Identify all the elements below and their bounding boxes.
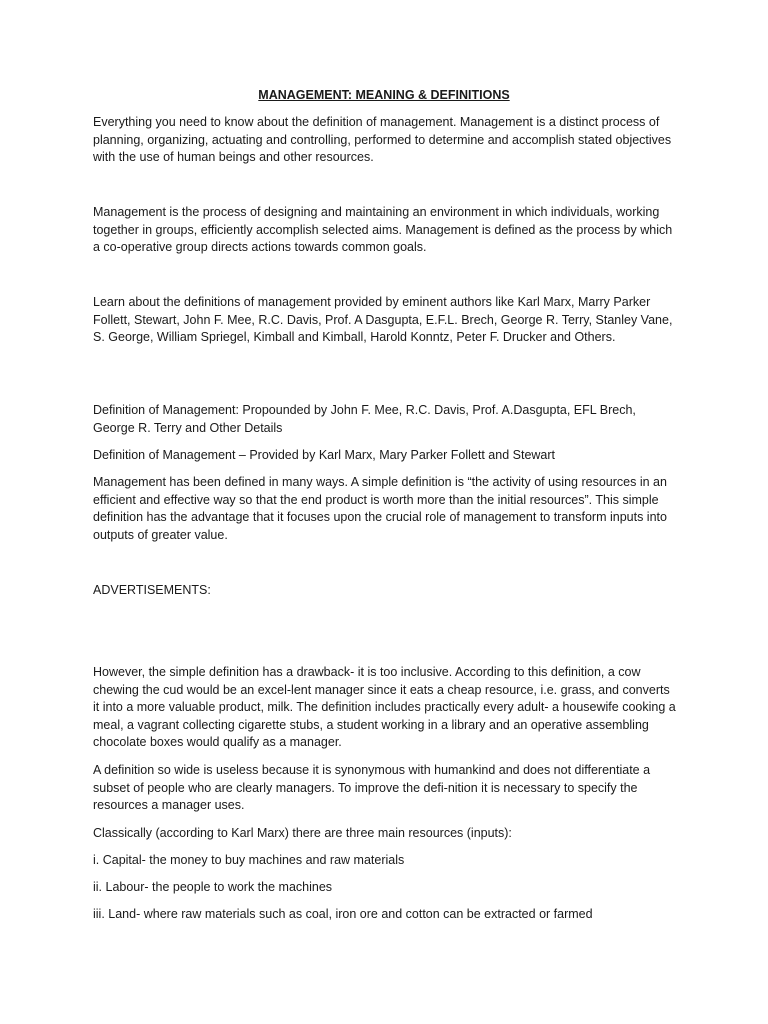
paragraph-propounded-heading: Definition of Management: Propounded by John F. Mee, R.C. Davis, Prof. A.Dasgupta, EFL Brech, George R. Terry and Other Details [93,403,636,435]
document-title: MANAGEMENT: MEANING & DEFINITIONS [258,88,510,102]
advertisements-label: ADVERTISEMENTS: [93,583,211,597]
list-item-capital: i. Capital- the money to buy machines and raw materials [93,853,405,867]
paragraph-simple-definition: Management has been defined in many ways. A simple definition is “the activity of using resources in an efficient and effective way so that the end product is worth more than the initial resources”. This simple definition has the advantage that it focuses upon the crucial role of management to transform inputs into outputs of greater value. [93,475,667,542]
paragraph-process-definition: Management is the process of designing and maintaining an environment in which individuals, working together in groups, efficiently accomplish selected aims. Management is defined as the process by which a co-operative group directs actions towards common goals. [93,205,673,255]
list-item-land: iii. Land- where raw materials such as coal, iron ore and cotton can be extracted or farmed [93,907,593,921]
paragraph-too-wide: A definition so wide is useless because it is synonymous with humankind and does not differentiate a subset of people who are clearly managers. To improve the defi-nition it is necessary to specify the resources a manager uses. [93,763,651,813]
paragraph-classically: Classically (according to Karl Marx) there are three main resources (inputs): [93,826,512,840]
paragraph-provided-heading: Definition of Management – Provided by Karl Marx, Mary Parker Follett and Stewart [93,448,556,462]
paragraph-authors: Learn about the definitions of management provided by eminent authors like Karl Marx, Marry Parker Follett, Stewart, John F. Mee, R.C. Davis, Prof. A Dasgupta, E.F.L. Brech, George R. Terry, Stanley Vane, S. George, William Spriegel, Kimball and Kimball, Harold Konntz, Peter F. Drucker and Others. [93,295,673,345]
paragraph-intro: Everything you need to know about the definition of management. Management is a distinct process of planning, organizing, actuating and controlling, performed to determine and accomplish stated objectives with the use of human beings and other resources. [93,115,672,165]
paragraph-drawback: However, the simple definition has a drawback- it is too inclusive. According to this definition, a cow chewing the cud would be an excel-lent manager since it eats a cheap resource, i.e. grass, and converts it into a more valuable product, milk. The definition includes practically every adult- a housewife cooking a meal, a vagrant collecting cigarette stubs, a student working in a library and an operative assembling chocolate boxes would qualify as a manager. [93,665,676,750]
list-item-labour: ii. Labour- the people to work the machines [93,880,333,894]
